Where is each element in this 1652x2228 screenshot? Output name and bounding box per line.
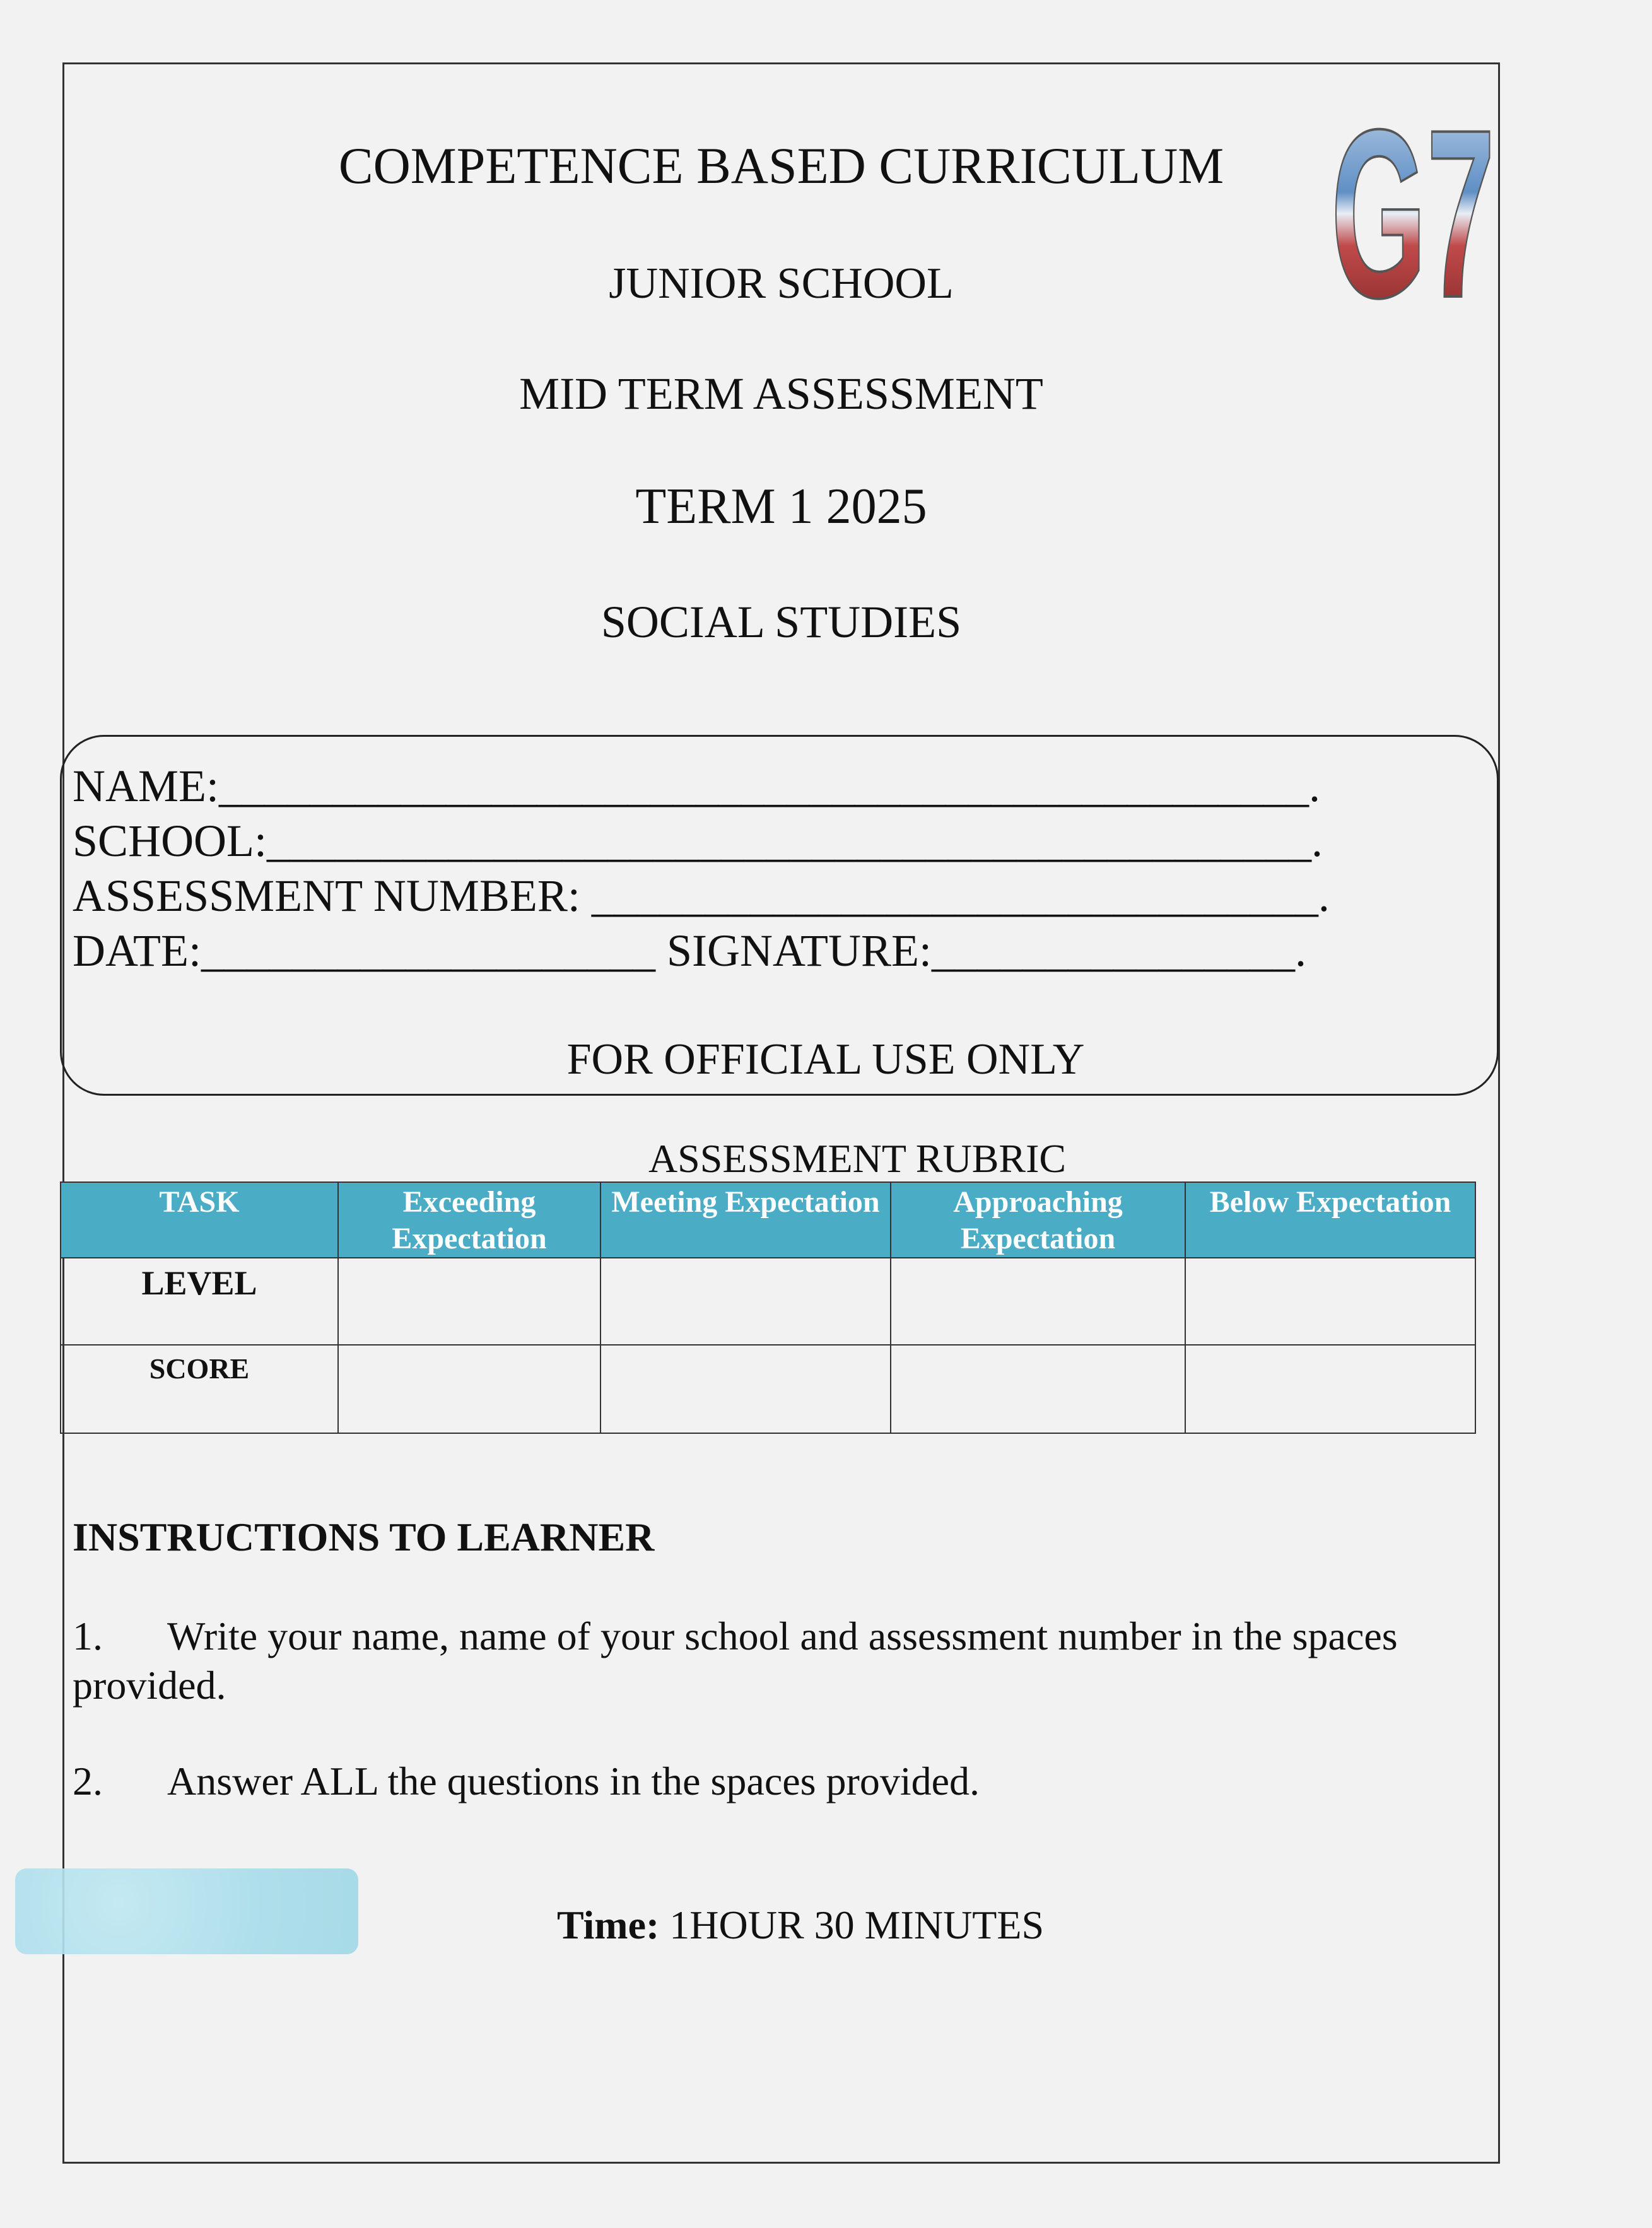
name-field[interactable] (73, 763, 1320, 809)
rubric-cell[interactable] (1185, 1345, 1475, 1433)
rubric-header-row (61, 1182, 1475, 1258)
instruction-number: 1. (73, 1614, 103, 1658)
instruction-item (73, 1612, 1479, 1710)
time-label: Time: (556, 1903, 660, 1947)
rubric-cell[interactable] (1185, 1258, 1475, 1345)
subject-title: SOCIAL STUDIES (600, 597, 962, 647)
signature-label: SIGNATURE: (655, 925, 932, 976)
time-allowed (62, 1902, 1538, 1949)
assessment-number-field[interactable] (73, 871, 1330, 921)
instruction-item (73, 1757, 1479, 1806)
rubric-cell[interactable] (600, 1345, 891, 1433)
rubric-cell[interactable] (600, 1258, 891, 1345)
date-blank[interactable]: ____________________ (201, 925, 655, 976)
rubric-row-label: SCORE (61, 1345, 338, 1433)
date-signature-field[interactable] (73, 925, 1306, 976)
rubric-cell[interactable] (891, 1258, 1185, 1345)
rubric-cell[interactable] (338, 1345, 600, 1433)
name-label: NAME: (73, 761, 219, 811)
assessment-rubric-table (60, 1181, 1476, 1434)
instructions-heading: INSTRUCTIONS TO LEARNER (73, 1515, 655, 1559)
rubric-cell[interactable] (338, 1258, 600, 1345)
rubric-header-task: TASK (61, 1182, 338, 1258)
rubric-header-meeting: Meeting Expectation (600, 1182, 891, 1258)
grade-logo-text: G7 (1331, 79, 1495, 348)
school-field[interactable] (73, 818, 1323, 864)
rubric-header-approaching: Approaching Expectation (891, 1182, 1185, 1258)
assessment-number-blank[interactable]: ________________________________. (580, 871, 1330, 921)
instruction-text: Write your name, name of your school and assessment number in the spaces provided. (73, 1614, 1398, 1708)
signature-blank[interactable]: ________________. (932, 925, 1306, 976)
rubric-row-label: LEVEL (61, 1258, 338, 1345)
time-value: 1HOUR 30 MINUTES (659, 1903, 1045, 1947)
rubric-score-row (61, 1345, 1475, 1433)
official-use-label: FOR OFFICIAL USE ONLY (566, 1035, 1085, 1084)
school-label: SCHOOL: (73, 816, 267, 866)
date-label: DATE: (73, 925, 201, 976)
instruction-text: Answer ALL the questions in the spaces provided. (167, 1759, 980, 1803)
instruction-number: 2. (73, 1759, 103, 1803)
rubric-header-exceeding: Exceeding Expectation (338, 1182, 600, 1258)
rubric-header-below: Below Expectation (1185, 1182, 1475, 1258)
rubric-level-row (61, 1258, 1475, 1345)
term-year: TERM 1 2025 (635, 479, 927, 534)
assessment-number-label: ASSESSMENT NUMBER: (73, 871, 580, 921)
school-blank[interactable]: ______________________________________________. (267, 816, 1323, 866)
name-blank[interactable]: ________________________________________________. (219, 761, 1320, 811)
assessment-title: MID TERM ASSESSMENT (519, 368, 1043, 419)
rubric-cell[interactable] (891, 1345, 1185, 1433)
rubric-title: ASSESSMENT RUBRIC (648, 1136, 1067, 1181)
school-level: JUNIOR SCHOOL (609, 259, 954, 308)
curriculum-title: COMPETENCE BASED CURRICULUM (338, 137, 1224, 194)
